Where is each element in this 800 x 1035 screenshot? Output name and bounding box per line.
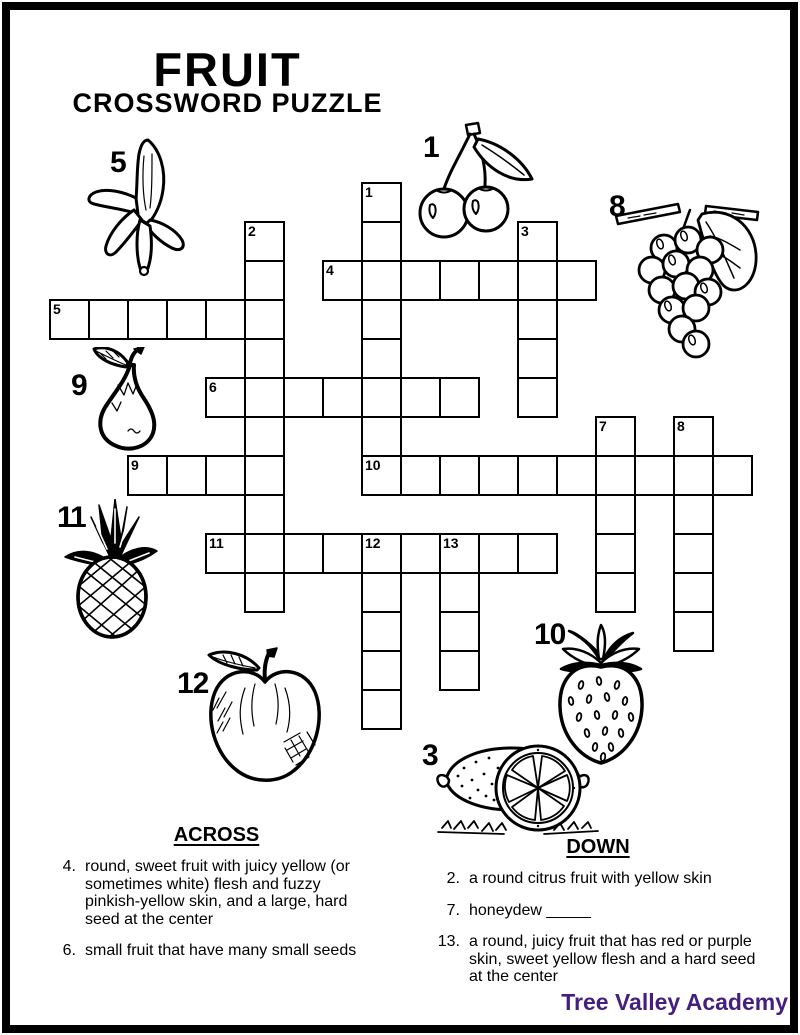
page-title: FRUIT [153,43,302,96]
down-clue-13 [428,933,768,986]
down-clues-section [428,836,768,1000]
grid-cell-r3-c1[interactable] [88,299,129,340]
grid-cell-r2-c11[interactable] [478,260,519,301]
grid-cell-r3-c12[interactable] [517,299,558,340]
grid-cell-r9-c12[interactable] [517,533,558,574]
clue-number: 7. [446,901,460,919]
grid-number-2: 2 [248,223,256,239]
grid-cell-r8-c16[interactable] [673,494,714,535]
grid-cell-r7-c11[interactable] [478,455,519,496]
grid-cell-r10-c10[interactable] [439,572,480,613]
grid-cell-r7-c16[interactable] [673,455,714,496]
grid-cell-r7-c14[interactable] [595,455,636,496]
grid-cell-r7-c10[interactable] [439,455,480,496]
clue-number: 6. [62,942,76,959]
clue-text: round, sweet fruit with juicy yellow (or sometimes white) flesh and fuzzy pinkish-yellow skin, and a large, hard seed at the center [85,858,350,928]
apple-icon [195,646,335,796]
grid-number-7: 7 [599,418,607,434]
grid-cell-r0-c8[interactable] [361,182,402,223]
grid-cell-r7-c17[interactable] [712,455,753,496]
grid-cell-r2-c10[interactable] [439,260,480,301]
grid-cell-r2-c7[interactable] [322,260,363,301]
grid-cell-r9-c8[interactable] [361,533,402,574]
grid-cell-r3-c2[interactable] [127,299,168,340]
across-clues-section [44,824,389,974]
picture-clue-number-lemon: 3 [422,739,439,772]
clue-number: 13. [437,933,460,950]
down-clue-2 [428,870,768,888]
grid-number-10: 10 [365,457,381,473]
grid-cell-r9-c10[interactable] [439,533,480,574]
grid-cell-r8-c5[interactable] [244,494,285,535]
grid-number-8: 8 [677,418,685,434]
grid-number-6: 6 [209,379,217,395]
grid-cell-r9-c16[interactable] [673,533,714,574]
grid-cell-r9-c4[interactable] [205,533,246,574]
lemon-icon [434,728,606,838]
across-clue-6 [44,942,389,960]
grid-cell-r2-c8[interactable] [361,260,402,301]
grid-cell-r8-c14[interactable] [595,494,636,535]
grid-cell-r5-c5[interactable] [244,377,285,418]
grid-cell-r9-c7[interactable] [322,533,363,574]
grid-cell-r12-c8[interactable] [361,650,402,691]
grid-cell-r6-c16[interactable] [673,416,714,457]
clue-number: 2. [446,870,460,887]
clue-text: small fruit that have many small seeds [85,942,357,959]
grid-number-12: 12 [365,535,381,551]
grid-cell-r7-c5[interactable] [244,455,285,496]
grid-cell-r10-c5[interactable] [244,572,285,613]
grid-cell-r7-c8[interactable] [361,455,402,496]
picture-clue-number-pineapple: 11 [57,501,85,534]
grid-cell-r5-c10[interactable] [439,377,480,418]
grid-cell-r4-c12[interactable] [517,338,558,379]
grid-cell-r7-c13[interactable] [556,455,597,496]
grid-cell-r12-c10[interactable] [439,650,480,691]
grid-cell-r4-c5[interactable] [244,338,285,379]
grid-cell-r3-c5[interactable] [244,299,285,340]
grid-number-3: 3 [521,223,529,239]
grid-cell-r9-c6[interactable] [283,533,324,574]
grid-cell-r9-c5[interactable] [244,533,285,574]
grid-cell-r9-c9[interactable] [400,533,441,574]
grid-cell-r7-c15[interactable] [634,455,675,496]
grid-cell-r3-c0[interactable] [49,299,90,340]
grid-cell-r11-c16[interactable] [673,611,714,652]
grid-cell-r7-c3[interactable] [166,455,207,496]
grid-cell-r4-c8[interactable] [361,338,402,379]
down-clue-7 [428,902,768,920]
picture-clue-number-strawberry: 10 [534,618,566,651]
grid-cell-r9-c14[interactable] [595,533,636,574]
brand-footer: Tree Valley Academy [561,989,788,1015]
grid-number-1: 1 [365,184,373,200]
grid-number-9: 9 [131,457,139,473]
grid-cell-r1-c8[interactable] [361,221,402,262]
grid-cell-r3-c4[interactable] [205,299,246,340]
grid-cell-r3-c3[interactable] [166,299,207,340]
grid-cell-r10-c8[interactable] [361,572,402,613]
grid-cell-r7-c9[interactable] [400,455,441,496]
grid-cell-r3-c8[interactable] [361,299,402,340]
grapes-icon [614,192,764,368]
grid-cell-r6-c8[interactable] [361,416,402,457]
grid-cell-r6-c14[interactable] [595,416,636,457]
grid-cell-r5-c12[interactable] [517,377,558,418]
grid-cell-r7-c4[interactable] [205,455,246,496]
grid-cell-r2-c9[interactable] [400,260,441,301]
grid-cell-r7-c12[interactable] [517,455,558,496]
grid-cell-r1-c12[interactable] [517,221,558,262]
grid-cell-r5-c4[interactable] [205,377,246,418]
picture-clue-number-apple: 12 [177,667,209,700]
grid-cell-r7-c2[interactable] [127,455,168,496]
clue-number: 4. [62,858,76,875]
grid-cell-r5-c7[interactable] [322,377,363,418]
picture-clue-number-grapes: 8 [609,190,626,223]
grid-number-4: 4 [326,262,334,278]
grid-cell-r10-c16[interactable] [673,572,714,613]
pear-icon [84,347,168,453]
clue-text: honeydew _____ [469,901,591,919]
grid-cell-r6-c5[interactable] [244,416,285,457]
grid-cell-r1-c5[interactable] [244,221,285,262]
grid-number-13: 13 [443,535,459,551]
grid-cell-r5-c8[interactable] [361,377,402,418]
grid-cell-r10-c14[interactable] [595,572,636,613]
across-heading: ACROSS [173,824,260,846]
grid-number-5: 5 [53,301,61,317]
down-heading: DOWN [566,836,630,858]
grid-cell-r11-c8[interactable] [361,611,402,652]
clue-text: a round citrus fruit with yellow skin [469,870,712,887]
grid-cell-r2-c13[interactable] [556,260,597,301]
picture-clue-number-pear: 9 [71,369,88,402]
grid-cell-r9-c11[interactable] [478,533,519,574]
across-clue-4 [44,858,389,928]
grid-number-11: 11 [209,535,224,551]
clue-text: a round, juicy fruit that has red or purple skin, sweet yellow flesh and a hard seed at the center [469,933,756,985]
page-subtitle: CROSSWORD PUZZLE [72,88,383,118]
grid-cell-r2-c5[interactable] [244,260,285,301]
grid-cell-r13-c8[interactable] [361,689,402,730]
grid-cell-r5-c9[interactable] [400,377,441,418]
grid-cell-r11-c10[interactable] [439,611,480,652]
grid-cell-r2-c12[interactable] [517,260,558,301]
grid-cell-r5-c6[interactable] [283,377,324,418]
picture-clue-number-banana: 5 [110,146,127,179]
banana-icon [84,136,202,284]
picture-clue-number-cherries: 1 [423,131,440,164]
